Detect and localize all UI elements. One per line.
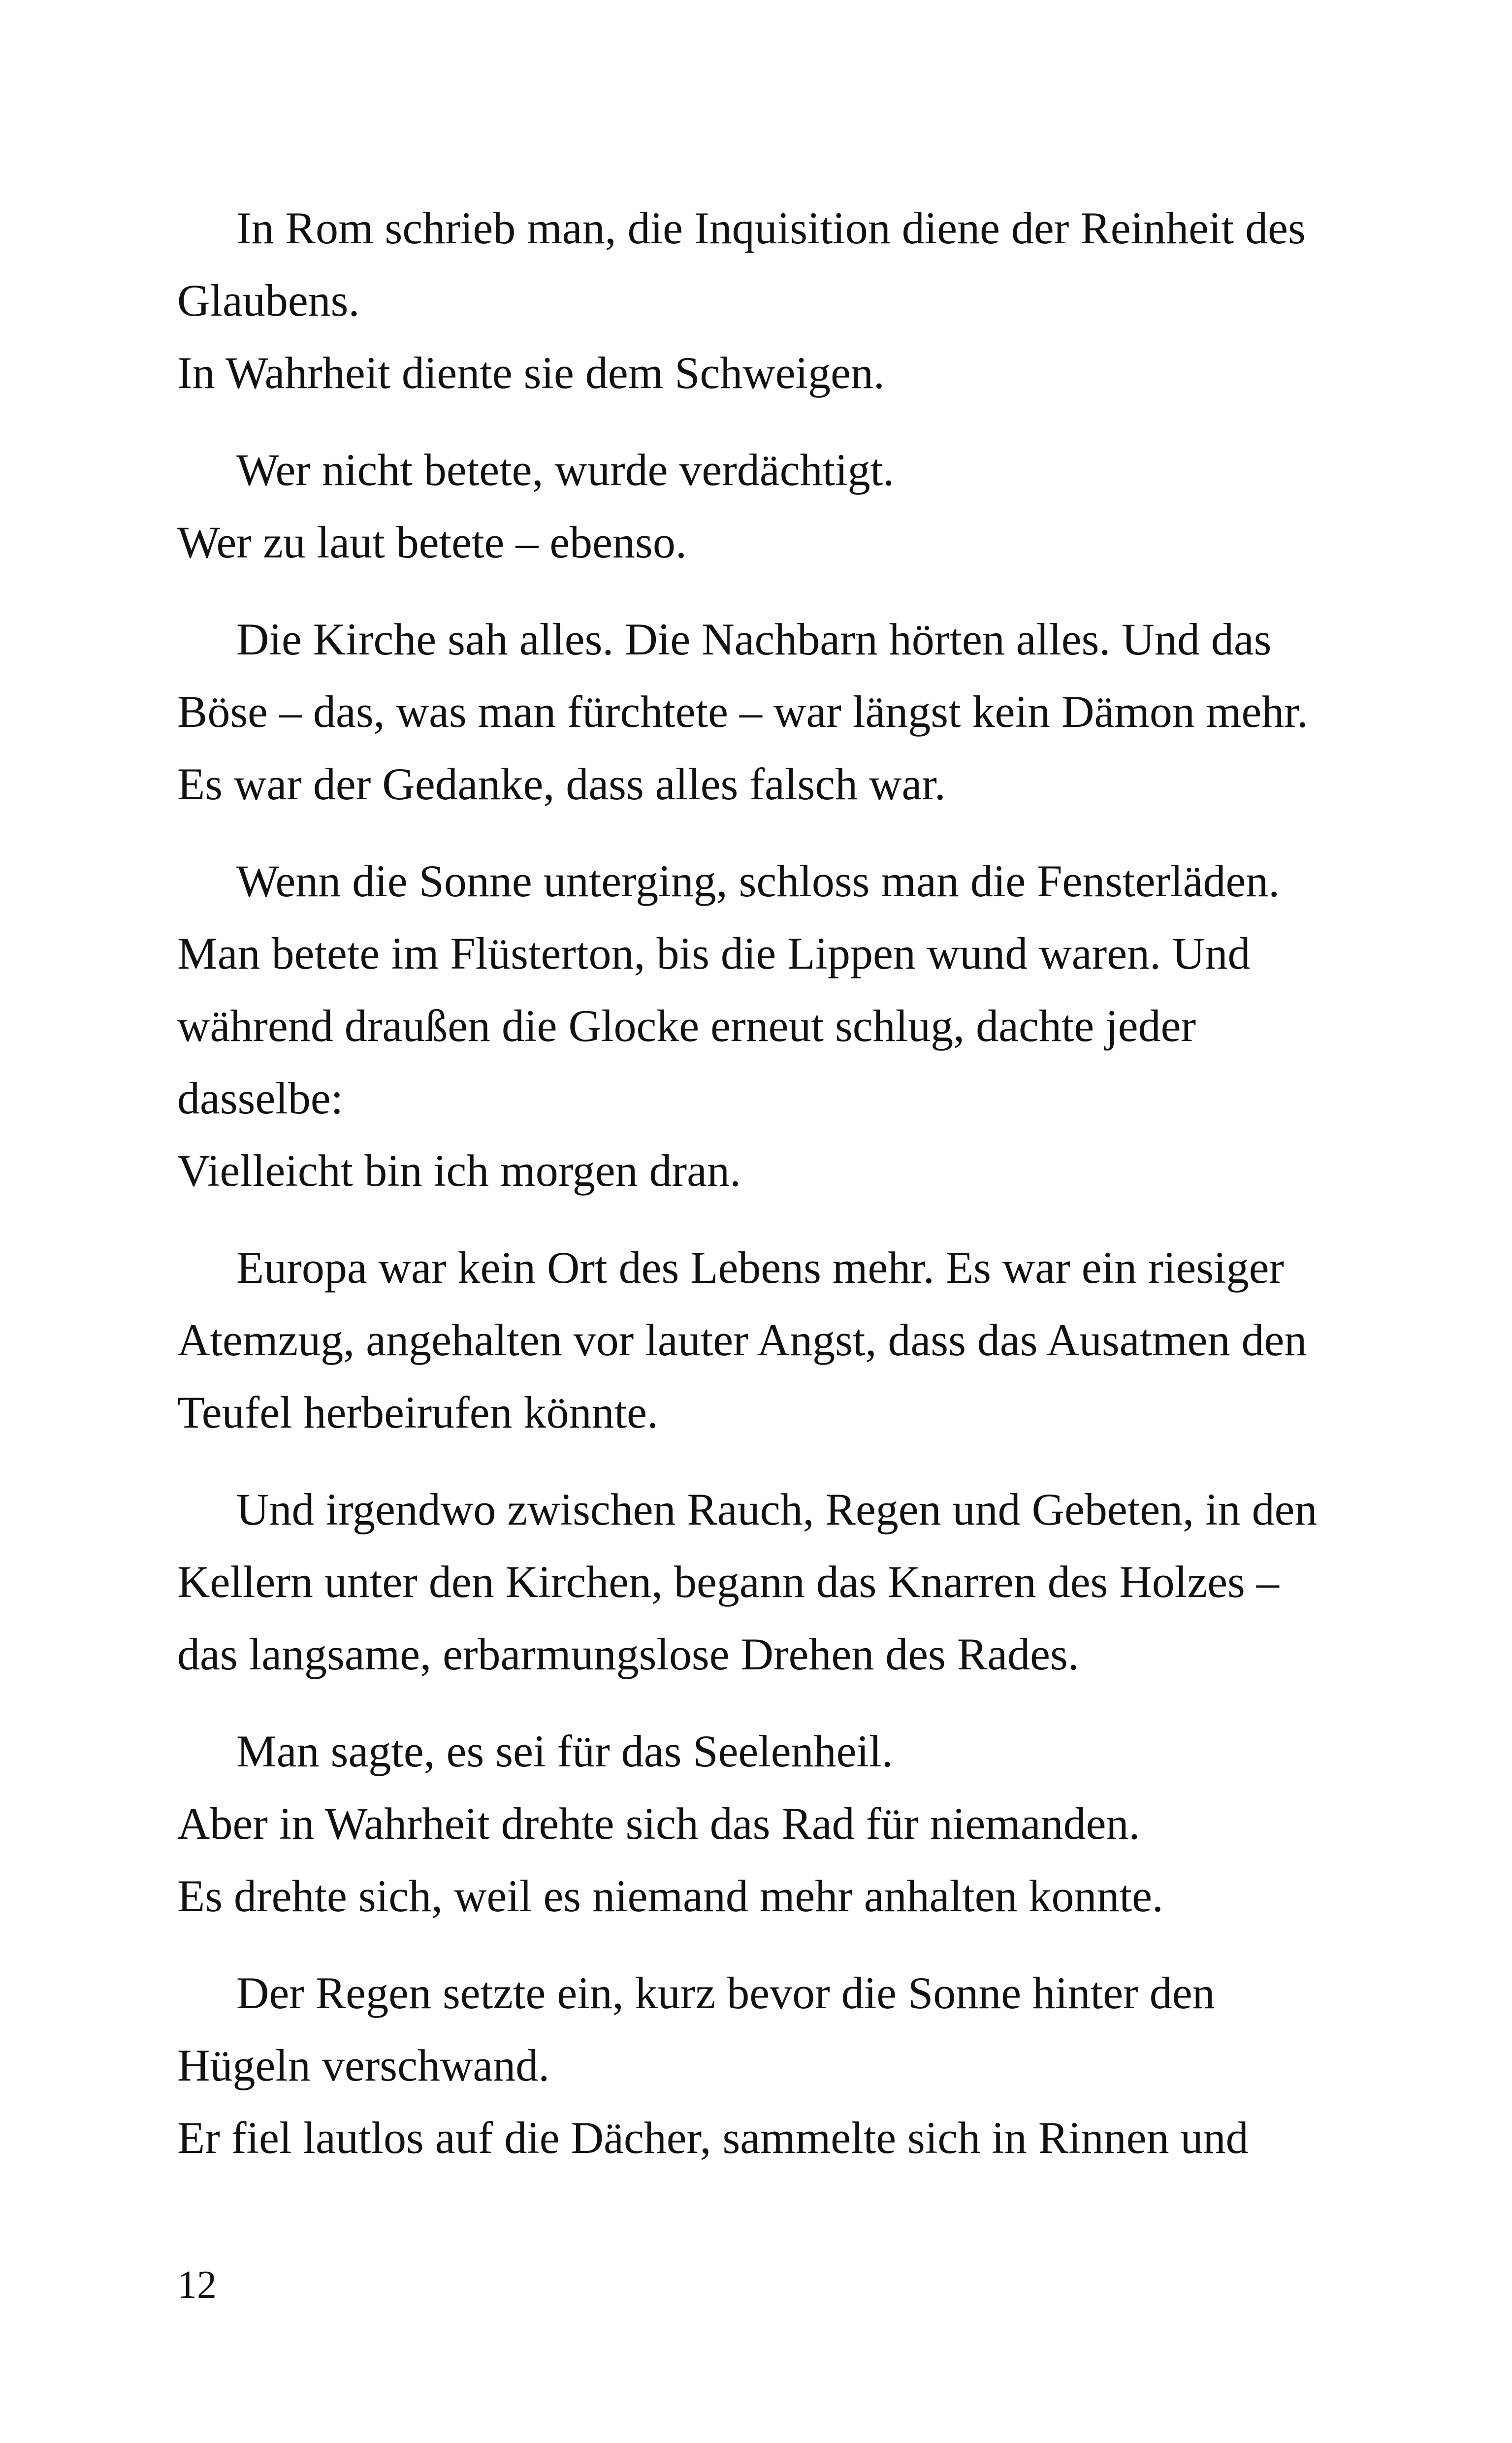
paragraph-line: Wer nicht betete, wurde verdächtigt. — [236, 445, 895, 495]
paragraph-line: Wer zu laut betete – ebenso. — [177, 517, 687, 567]
paragraph-line: Man betete im Flüsterton, bis die Lippen wund waren. Und — [177, 928, 1251, 978]
paragraph-line: Vielleicht bin ich morgen dran. — [177, 1145, 741, 1196]
paragraph-line: Hügeln verschwand. — [177, 2040, 550, 2090]
paragraph-line: In Wahrheit diente sie dem Schweigen. — [177, 348, 885, 398]
body-text — [177, 192, 1359, 2174]
paragraph-line: Der Regen setzte ein, kurz bevor die Sonne hinter den — [236, 1968, 1215, 2018]
paragraph-line: dasselbe: — [177, 1073, 344, 1123]
paragraph-line: Man sagte, es sei für das Seelenheil. — [236, 1726, 893, 1776]
paragraph-line: das langsame, erbarmungslose Drehen des Rades. — [177, 1629, 1079, 1679]
paragraph-line: In Rom schrieb man, die Inquisition diene der Reinheit des — [236, 203, 1306, 253]
paragraph-line: Glaubens. — [177, 275, 360, 326]
paragraph-line: Aber in Wahrheit drehte sich das Rad für niemanden. — [177, 1798, 1140, 1849]
paragraph-line: Europa war kein Ort des Lebens mehr. Es war ein riesiger — [236, 1242, 1285, 1293]
paragraph-line: Böse – das, was man fürchtete – war längst kein Dämon mehr. — [177, 686, 1308, 737]
paragraph-line: Und irgendwo zwischen Rauch, Regen und Gebeten, in den — [236, 1484, 1318, 1534]
paragraph-line: während draußen die Glocke erneut schlug, dachte jeder — [177, 1001, 1196, 1051]
page-number: 12 — [177, 2263, 217, 2307]
paragraph-line: Er fiel lautlos auf die Dächer, sammelte sich in Rinnen und — [177, 2113, 1249, 2163]
paragraph-line: Die Kirche sah alles. Die Nachbarn hörten alles. Und das — [236, 614, 1272, 664]
paragraph-line: Kellern unter den Kirchen, begann das Knarren des Holzes – — [177, 1557, 1279, 1607]
paragraph-line: Teufel herbeirufen könnte. — [177, 1387, 659, 1437]
paragraph-line: Atemzug, angehalten vor lauter Angst, dass das Ausatmen den — [177, 1315, 1307, 1365]
paragraph-line: Es war der Gedanke, dass alles falsch war. — [177, 759, 946, 809]
paragraph-line: Wenn die Sonne unterging, schloss man die Fensterläden. — [236, 856, 1280, 906]
paragraph-line: Es drehte sich, weil es niemand mehr anhalten konnte. — [177, 1871, 1163, 1921]
